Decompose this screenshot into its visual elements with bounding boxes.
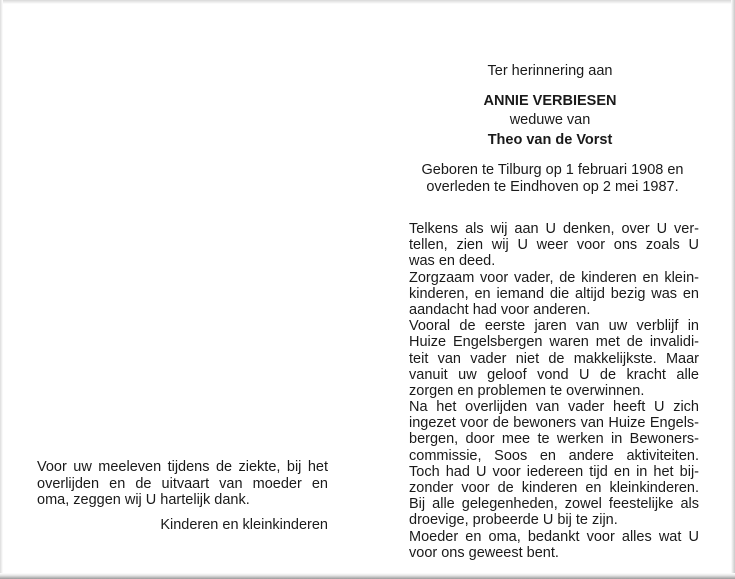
text-line: Bij alle gelegenheden, zowel feestelijke als <box>409 496 699 513</box>
signoff: Kinderen en kleinkinderen <box>160 517 328 533</box>
spouse-name: Theo van de Vorst <box>487 132 613 148</box>
thanks-line: overlijden en de uitvaart van moeder en <box>37 475 328 492</box>
text-line: commissie, Soos en andere aktiviteiten. <box>409 447 699 464</box>
text-line: aandacht had voor anderen. <box>409 301 591 318</box>
text-line: Na het overlijden van vader heeft U zich <box>409 399 699 416</box>
thanks-line: Voor uw meeleven tijdens de ziekte, bij het <box>37 459 328 475</box>
card-edge-top <box>0 0 735 4</box>
text-line: was en deed. <box>409 253 496 270</box>
intro-line: Ter herinnering aan <box>487 63 613 79</box>
death-line: overleden te Eindhoven op 2 mei 1987. <box>426 179 679 195</box>
text-line: zorgen en problemen te overwinnen. <box>409 382 645 399</box>
text-line: teit van vader niet de makkelijkste. Maar <box>409 350 699 367</box>
thank-you-text <box>37 459 328 509</box>
relation-line: weduwe van <box>509 112 591 128</box>
birth-death-info <box>405 162 700 196</box>
text-line: kinderen, en iemand die altijd bezig was en <box>409 285 699 302</box>
memorial-text <box>409 221 699 561</box>
birth-line: Geboren te Tilburg op 1 februari 1908 en <box>421 162 684 178</box>
deceased-name: ANNIE VERBIESEN <box>483 93 617 109</box>
text-line: Zorgzaam voor vader, de kinderen en klein- <box>409 269 699 286</box>
text-line: vanuit uw geloof vond U de kracht alle <box>409 366 699 383</box>
text-line: ingezet voor de bewoners van Huize Engels- <box>409 415 699 432</box>
text-line: Toch had U voor iedereen tijd en in het bij- <box>409 463 699 480</box>
text-line: droevige, probeerde U bij te zijn. <box>409 512 618 529</box>
text-line: bergen, door mee te werken in Bewoners- <box>409 431 699 448</box>
text-line: Moeder en oma, bedankt voor alles wat U <box>409 528 699 545</box>
text-line: Telkens als wij aan U denken, over U ver- <box>409 221 699 237</box>
card-edge-bottom <box>0 573 735 579</box>
text-line: voor ons geweest bent. <box>409 544 559 561</box>
text-line: zonder voor de kinderen en kleinkinderen. <box>409 480 699 496</box>
card-edge-right <box>731 0 735 579</box>
card-edge-left <box>0 0 3 579</box>
text-line: Vooral de eerste jaren van uw verblijf in <box>409 318 699 335</box>
thanks-line: oma, zeggen wij U hartelijk dank. <box>37 492 250 508</box>
text-line: tellen, zien wij U weer voor ons zoals U <box>409 237 699 254</box>
text-line: Huize Engelsbergen waren met de invalidi- <box>409 334 699 351</box>
